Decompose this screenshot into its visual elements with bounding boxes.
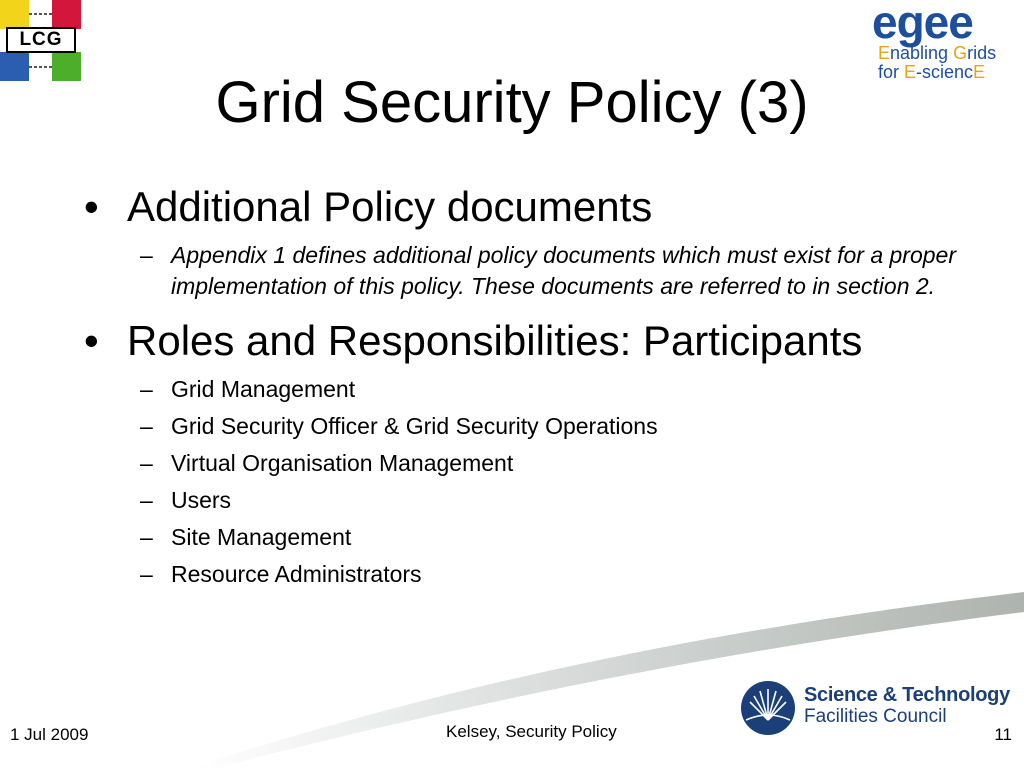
egee-tagline-line1: Enabling Grids: [878, 43, 997, 63]
lcg-logo-text: LCG: [6, 27, 76, 53]
sub-text: Resource Administrators: [171, 561, 422, 587]
footer-date: 1 Jul 2009: [10, 725, 89, 744]
bullet-text: Roles and Responsibilities: Participants: [127, 317, 863, 364]
sub-item: [84, 411, 984, 442]
sub-marker: –: [140, 524, 153, 550]
stfc-logo-text: [804, 684, 1010, 728]
sub-text: Appendix 1 defines additional policy documents which must exist for a proper implementation of this policy. These documents are referred to in section 2.: [171, 242, 956, 299]
bullet-marker: •: [84, 183, 99, 230]
sub-text: Grid Security Officer & Grid Security Operations: [171, 413, 658, 439]
sub-text: Site Management: [171, 524, 352, 550]
sub-list: [84, 374, 984, 590]
sub-marker: –: [140, 376, 153, 402]
stfc-logo: [740, 680, 1010, 740]
egee-wordmark: egee: [872, 0, 973, 48]
sub-item: [84, 448, 984, 479]
stfc-line1: Science & Technology: [804, 684, 1010, 706]
sub-text: Users: [171, 487, 232, 513]
sub-item: [84, 374, 984, 405]
footer-center-text: Kelsey, Security Policy: [446, 722, 617, 741]
sub-marker: –: [140, 487, 153, 513]
slide-title: Grid Security Policy (3): [215, 70, 809, 135]
sub-marker: –: [140, 561, 153, 587]
sub-text: Virtual Organisation Management: [171, 450, 514, 476]
sub-marker: –: [140, 413, 153, 439]
sub-item: [84, 240, 984, 302]
sub-item: [84, 485, 984, 516]
egee-tagline-line2: for E-sciencE: [878, 62, 986, 82]
sub-list: [84, 240, 984, 302]
sub-marker: –: [140, 242, 153, 268]
slide-content: [84, 182, 984, 604]
bullet-text: Additional Policy documents: [127, 183, 653, 230]
page-number: 11: [994, 725, 1012, 744]
sub-item: [84, 522, 984, 553]
sub-marker: –: [140, 450, 153, 476]
stfc-line2: Facilities Council: [804, 706, 947, 727]
bullet-item: [84, 182, 984, 232]
bullet-marker: •: [84, 317, 99, 364]
sub-item: [84, 559, 984, 590]
bullet-item: [84, 316, 984, 366]
sub-text: Grid Management: [171, 376, 356, 402]
stfc-emblem-icon: [740, 680, 796, 736]
